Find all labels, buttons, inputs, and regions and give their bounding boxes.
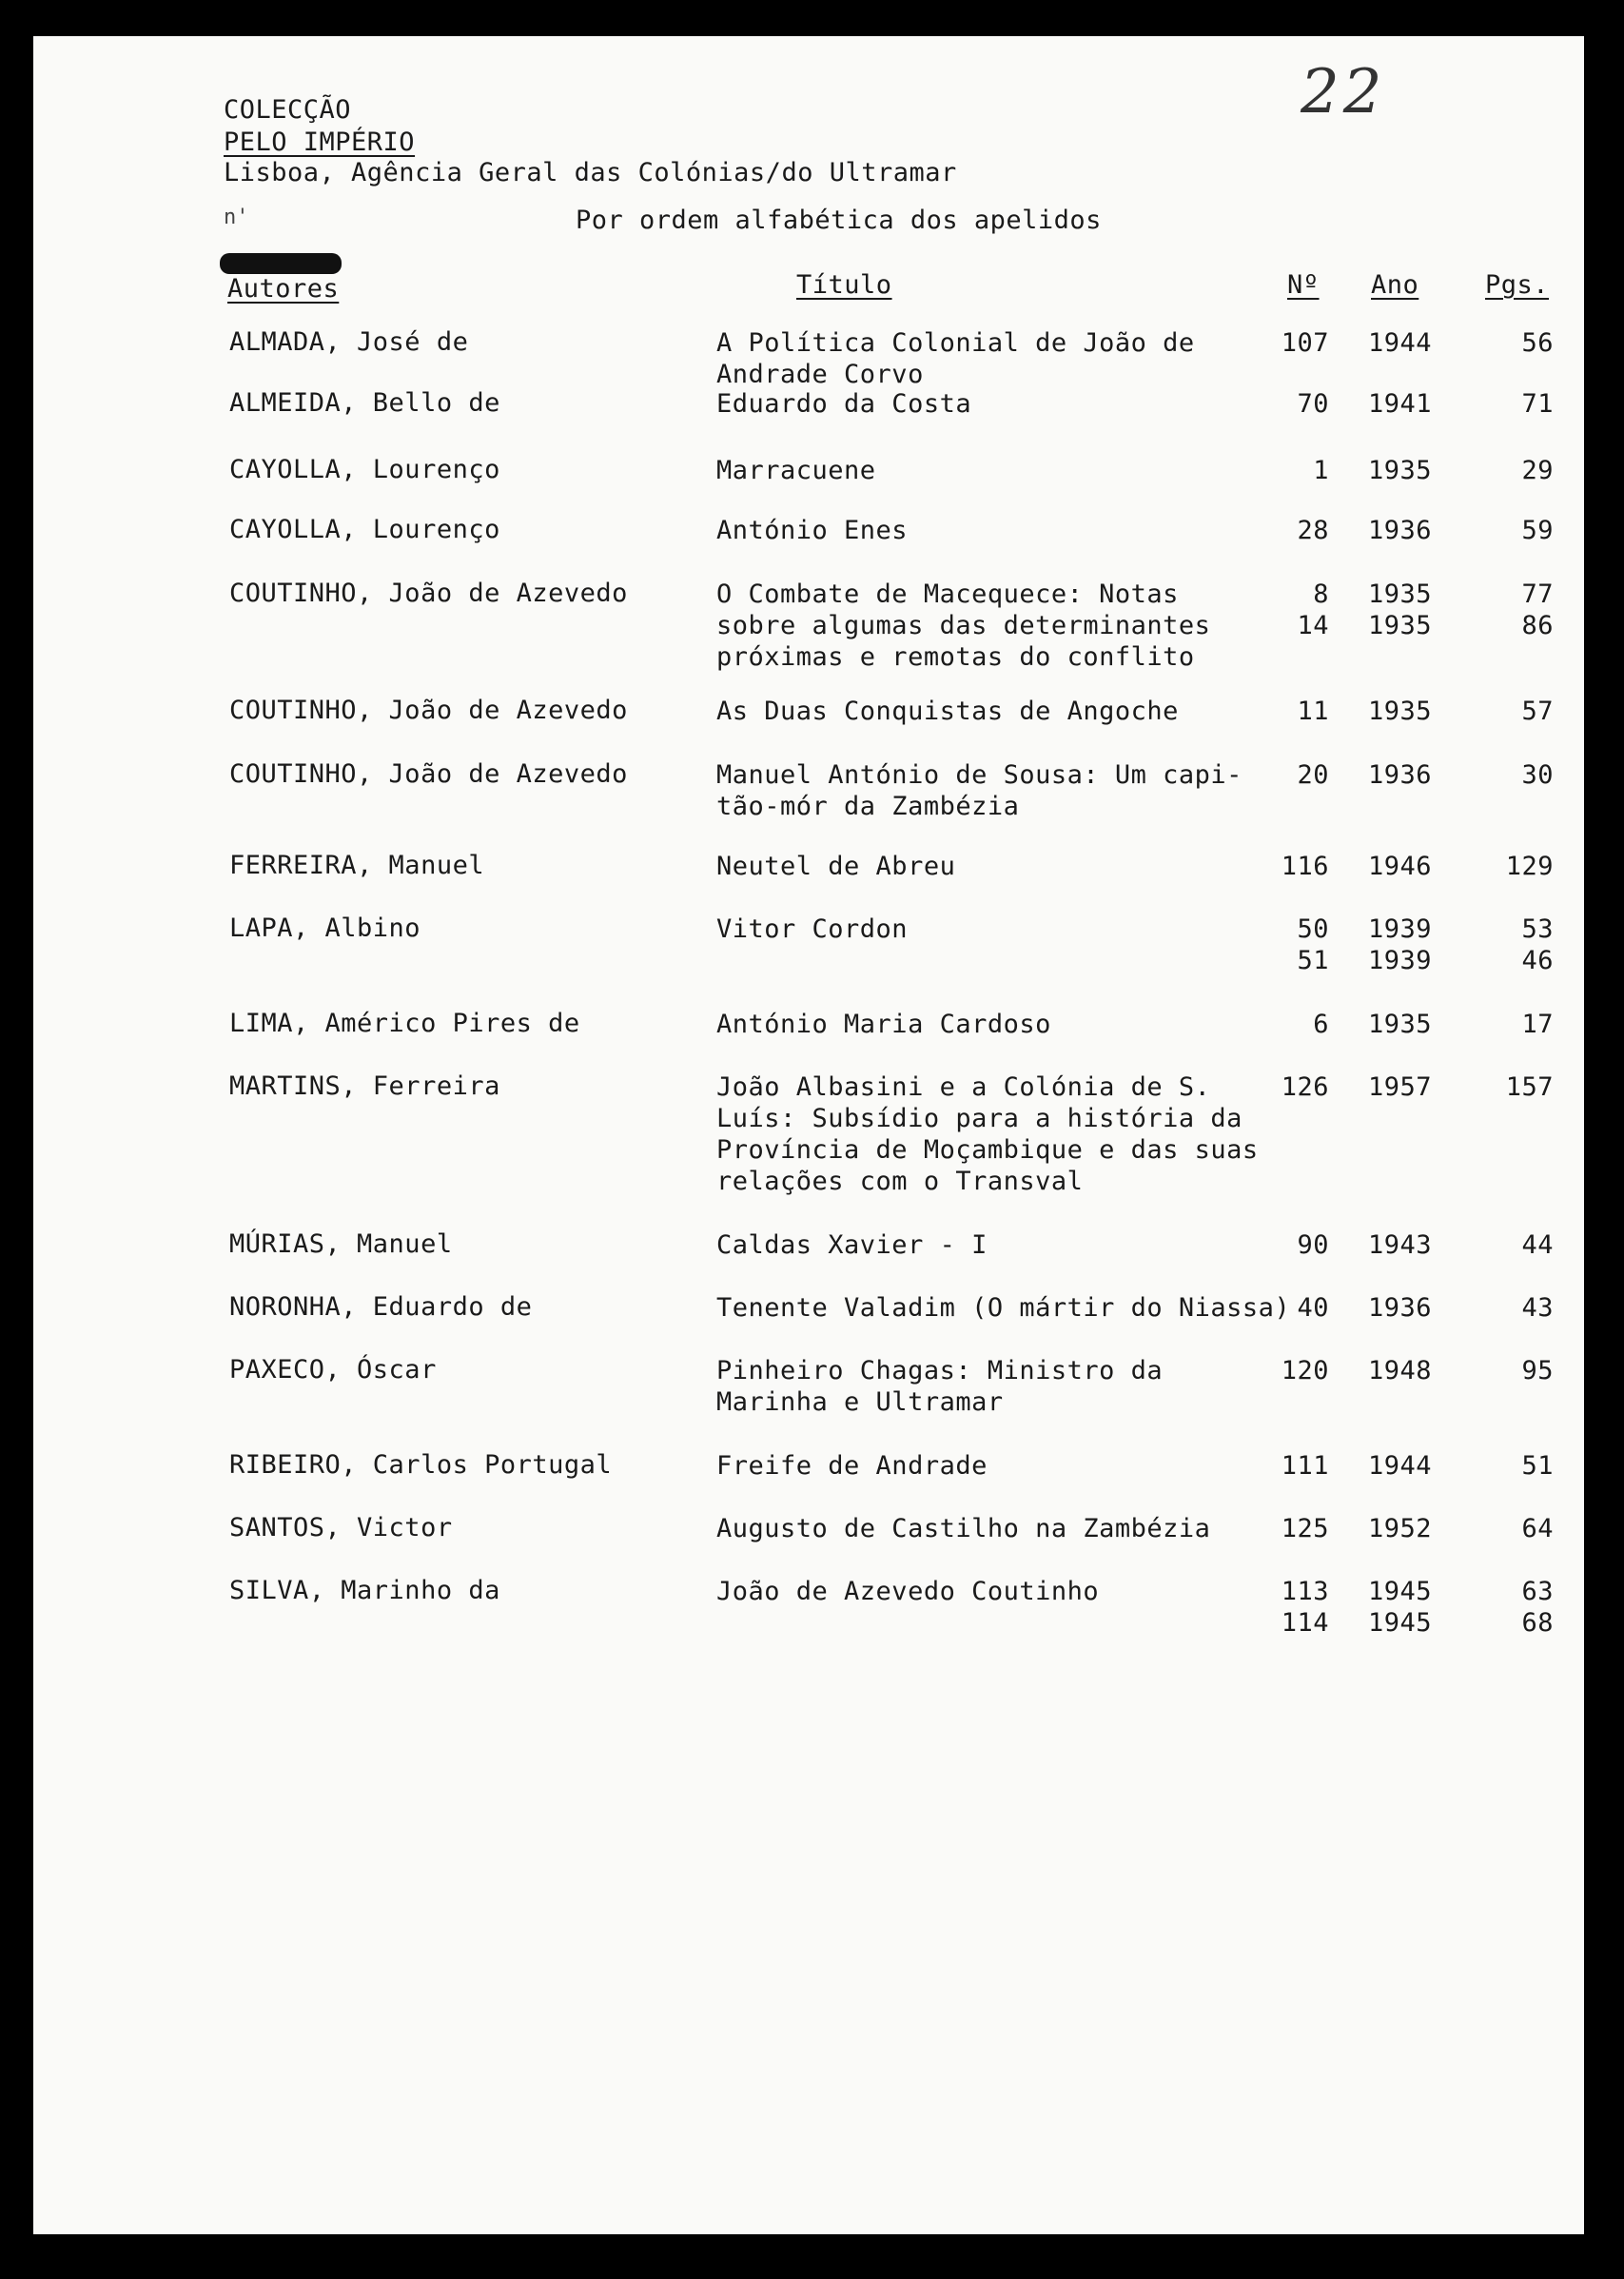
entry-year: 1944 — [1368, 1451, 1433, 1481]
entry-pages: 63 — [1521, 1577, 1554, 1606]
entry-num-cell — [1282, 327, 1329, 359]
entry-year-cell — [1368, 1355, 1432, 1386]
entry-pgs-cell — [1521, 1355, 1554, 1386]
entry-title-line: Marinha e Ultramar — [716, 1387, 1004, 1417]
entry-title-cell — [716, 1513, 1210, 1544]
entry-title-line: Caldas Xavier - I — [716, 1230, 988, 1260]
entry-pgs-cell — [1521, 515, 1554, 546]
entry-number: 120 — [1281, 1356, 1329, 1385]
entry-title-cell — [716, 388, 971, 420]
entry-year-cell — [1368, 1576, 1432, 1639]
entry-title-line: relações com o Transval — [716, 1167, 1084, 1196]
entry-year: 1946 — [1368, 852, 1433, 881]
entry-pgs-cell — [1521, 696, 1554, 727]
entry-title-cell — [716, 1292, 1290, 1324]
entry-num-cell — [1297, 515, 1329, 546]
entry-number: 125 — [1281, 1514, 1329, 1543]
entry-pages: 64 — [1521, 1514, 1554, 1543]
entry-author: FERREIRA, Manuel — [229, 851, 485, 880]
entry-title-line: Vitor Cordon — [716, 914, 909, 944]
entry-year-cell — [1368, 914, 1432, 976]
entry-title-line: Tenente Valadim (O mártir do Niassa) — [716, 1293, 1291, 1323]
entry-author: COUTINHO, João de Azevedo — [229, 759, 628, 789]
entry-number: 116 — [1281, 852, 1329, 881]
entry-num-cell — [1282, 1450, 1329, 1482]
entry-num-cell — [1297, 759, 1329, 791]
entry-title-line: António Maria Cardoso — [716, 1010, 1051, 1039]
entry-year: 1935 — [1368, 456, 1433, 485]
entry-number: 51 — [1297, 946, 1329, 975]
entry-title-line: Manuel António de Sousa: Um capi- — [716, 760, 1242, 790]
entry-num-cell — [1313, 455, 1329, 486]
entry-pgs-cell — [1521, 327, 1554, 359]
entry-num-cell — [1297, 579, 1329, 641]
entry-pgs-cell — [1506, 851, 1554, 882]
entry-pgs-cell — [1521, 1450, 1554, 1482]
entry-number: 111 — [1281, 1451, 1329, 1481]
entry-year: 1939 — [1368, 914, 1433, 944]
entry-pages: 86 — [1521, 611, 1554, 640]
entry-pages: 95 — [1521, 1356, 1554, 1385]
entry-title-line: António Enes — [716, 516, 909, 545]
entry-num-cell — [1313, 1009, 1329, 1040]
entry-year-cell — [1368, 515, 1432, 546]
entry-pgs-cell — [1521, 455, 1554, 486]
entry-number: 70 — [1297, 389, 1329, 419]
entry-num-cell — [1282, 1071, 1329, 1103]
entry-pages: 17 — [1521, 1010, 1554, 1039]
entry-pgs-cell — [1521, 759, 1554, 791]
entry-number: 20 — [1297, 760, 1329, 790]
entry-year: 1936 — [1368, 1293, 1433, 1323]
entry-pages: 29 — [1521, 456, 1554, 485]
entry-pages: 56 — [1521, 328, 1554, 358]
entry-title-cell — [716, 579, 1210, 673]
entry-title-cell — [716, 1450, 988, 1482]
entry-year-cell — [1368, 1450, 1432, 1482]
entry-author: NORONHA, Eduardo de — [229, 1292, 533, 1322]
entry-title-line: Neutel de Abreu — [716, 852, 956, 881]
entry-num-cell — [1282, 1576, 1329, 1639]
entry-number: 40 — [1297, 1293, 1329, 1323]
entry-author: CAYOLLA, Lourenço — [229, 455, 500, 484]
entry-year-cell — [1368, 455, 1432, 486]
entry-title-cell — [716, 1071, 1259, 1197]
entry-year-cell — [1368, 1513, 1432, 1544]
entry-pages: 59 — [1521, 516, 1554, 545]
entry-pgs-cell — [1521, 1229, 1554, 1261]
entry-title-line: Pinheiro Chagas: Ministro da — [716, 1356, 1164, 1385]
entry-year-cell — [1368, 1292, 1432, 1324]
series-title: PELO IMPÉRIO — [224, 128, 416, 157]
entry-number: 6 — [1313, 1010, 1329, 1039]
entry-author: RIBEIRO, Carlos Portugal — [229, 1450, 613, 1480]
entry-title-line: Andrade Corvo — [716, 360, 924, 389]
collection-heading: COLECÇÃO — [224, 95, 352, 125]
entry-title-line: A Política Colonial de João de — [716, 328, 1195, 358]
entry-pgs-cell — [1521, 1576, 1554, 1639]
entry-pages: 43 — [1521, 1293, 1554, 1323]
entry-year: 1945 — [1368, 1608, 1433, 1638]
entry-author: LIMA, Américo Pires de — [229, 1009, 580, 1038]
entry-title-cell — [716, 914, 908, 945]
entry-year: 1935 — [1368, 611, 1433, 640]
entry-number: 113 — [1281, 1577, 1329, 1606]
entry-title-cell — [716, 515, 908, 546]
entry-pgs-cell — [1521, 914, 1554, 976]
entry-title-cell — [716, 759, 1242, 822]
entry-year-cell — [1368, 1009, 1432, 1040]
entry-title-line: próximas e remotas do conflito — [716, 642, 1195, 672]
entry-num-cell — [1282, 1355, 1329, 1386]
entry-pages: 44 — [1521, 1230, 1554, 1260]
entry-title-line: Augusto de Castilho na Zambézia — [716, 1514, 1211, 1543]
entry-year: 1935 — [1368, 1010, 1433, 1039]
column-header-pages: Pgs. — [1485, 270, 1550, 300]
entry-title-cell — [716, 327, 1195, 390]
entry-title-cell — [716, 1355, 1163, 1418]
entry-year: 1935 — [1368, 697, 1433, 726]
entry-year: 1948 — [1368, 1356, 1433, 1385]
column-header-year: Ano — [1371, 270, 1419, 300]
entry-number: 50 — [1297, 914, 1329, 944]
publisher-line: Lisboa, Agência Geral das Colónias/do Ultramar — [224, 158, 957, 187]
entry-pgs-cell — [1521, 579, 1554, 641]
entry-author: COUTINHO, João de Azevedo — [229, 696, 628, 725]
entry-author: MARTINS, Ferreira — [229, 1071, 500, 1101]
entry-title-line: Luís: Subsídio para a história da — [716, 1104, 1242, 1133]
folio-number: 22 — [1301, 57, 1386, 128]
entry-num-cell — [1282, 851, 1329, 882]
entry-number: 14 — [1297, 611, 1329, 640]
entry-title-cell — [716, 851, 955, 882]
document-page — [33, 36, 1584, 2234]
entry-number: 90 — [1297, 1230, 1329, 1260]
entry-pages: 30 — [1521, 760, 1554, 790]
entry-author: COUTINHO, João de Azevedo — [229, 579, 628, 608]
entry-number: 126 — [1281, 1072, 1329, 1102]
entry-year-cell — [1368, 579, 1432, 641]
column-header-title: Título — [796, 270, 892, 300]
entry-author: MÚRIAS, Manuel — [229, 1229, 453, 1259]
entry-year: 1957 — [1368, 1072, 1433, 1102]
entry-title-cell — [716, 1576, 1099, 1607]
entry-title-line: Eduardo da Costa — [716, 389, 972, 419]
entry-year-cell — [1368, 1071, 1432, 1103]
entry-pgs-cell — [1521, 1513, 1554, 1544]
entry-num-cell — [1297, 696, 1329, 727]
entry-title-line: Província de Moçambique e das suas — [716, 1135, 1259, 1165]
redaction-bar — [220, 253, 342, 274]
entry-pages: 46 — [1521, 946, 1554, 975]
entry-title-cell — [716, 1009, 1051, 1040]
entry-num-cell — [1297, 1292, 1329, 1324]
entry-num-cell — [1297, 1229, 1329, 1261]
column-header-number: Nº — [1287, 270, 1320, 300]
entry-year: 1941 — [1368, 389, 1433, 419]
entry-title-cell — [716, 455, 876, 486]
ordering-note: Por ordem alfabética dos apelidos — [576, 206, 1102, 235]
entry-author: PAXECO, Óscar — [229, 1355, 437, 1385]
entry-year: 1935 — [1368, 580, 1433, 609]
entry-author: ALMEIDA, Bello de — [229, 388, 500, 418]
entry-title-line: tão-mór da Zambézia — [716, 792, 1020, 821]
entry-title-line: Freife de Andrade — [716, 1451, 988, 1481]
entry-title-line: João de Azevedo Coutinho — [716, 1577, 1100, 1606]
entry-author: CAYOLLA, Lourenço — [229, 515, 500, 544]
entry-pages: 57 — [1521, 697, 1554, 726]
entry-number: 28 — [1297, 516, 1329, 545]
entry-year: 1943 — [1368, 1230, 1433, 1260]
entry-number: 8 — [1313, 580, 1329, 609]
entry-author: LAPA, Albino — [229, 914, 421, 943]
entry-year: 1944 — [1368, 328, 1433, 358]
entry-title-line: João Albasini e a Colónia de S. — [716, 1072, 1211, 1102]
entry-pgs-cell — [1506, 1071, 1554, 1103]
entry-pages: 129 — [1505, 852, 1554, 881]
entry-num-cell — [1297, 388, 1329, 420]
entry-author: SILVA, Marinho da — [229, 1576, 500, 1605]
entry-pages: 68 — [1521, 1608, 1554, 1638]
entry-pages: 51 — [1521, 1451, 1554, 1481]
entry-title-cell — [716, 1229, 988, 1261]
entry-year-cell — [1368, 759, 1432, 791]
entry-title-line: As Duas Conquistas de Angoche — [716, 697, 1179, 726]
entry-number: 107 — [1281, 328, 1329, 358]
column-header-authors: Autores — [227, 274, 340, 304]
entry-year-cell — [1368, 696, 1432, 727]
entry-pgs-cell — [1521, 388, 1554, 420]
entry-year: 1939 — [1368, 946, 1433, 975]
entry-num-cell — [1297, 914, 1329, 976]
entry-year-cell — [1368, 851, 1432, 882]
entry-pgs-cell — [1521, 1292, 1554, 1324]
entry-author: SANTOS, Victor — [229, 1513, 453, 1542]
entry-year: 1945 — [1368, 1577, 1433, 1606]
entry-year: 1936 — [1368, 516, 1433, 545]
entry-year: 1936 — [1368, 760, 1433, 790]
entry-number: 11 — [1297, 697, 1329, 726]
entry-year-cell — [1368, 388, 1432, 420]
entry-pages: 157 — [1505, 1072, 1554, 1102]
entry-title-line: O Combate de Macequece: Notas — [716, 580, 1179, 609]
entry-year-cell — [1368, 1229, 1432, 1261]
entry-year-cell — [1368, 327, 1432, 359]
entry-title-line: sobre algumas das determinantes — [716, 611, 1211, 640]
entry-pages: 77 — [1521, 580, 1554, 609]
entry-number: 114 — [1281, 1608, 1329, 1638]
entry-year: 1952 — [1368, 1514, 1433, 1543]
entry-author: ALMADA, José de — [229, 327, 469, 357]
entry-num-cell — [1282, 1513, 1329, 1544]
entry-pages: 53 — [1521, 914, 1554, 944]
entry-number: 1 — [1313, 456, 1329, 485]
entry-title-line: Marracuene — [716, 456, 876, 485]
entry-pages: 71 — [1521, 389, 1554, 419]
entry-pgs-cell — [1521, 1009, 1554, 1040]
entry-title-cell — [716, 696, 1179, 727]
typed-mark: n' — [224, 206, 249, 229]
